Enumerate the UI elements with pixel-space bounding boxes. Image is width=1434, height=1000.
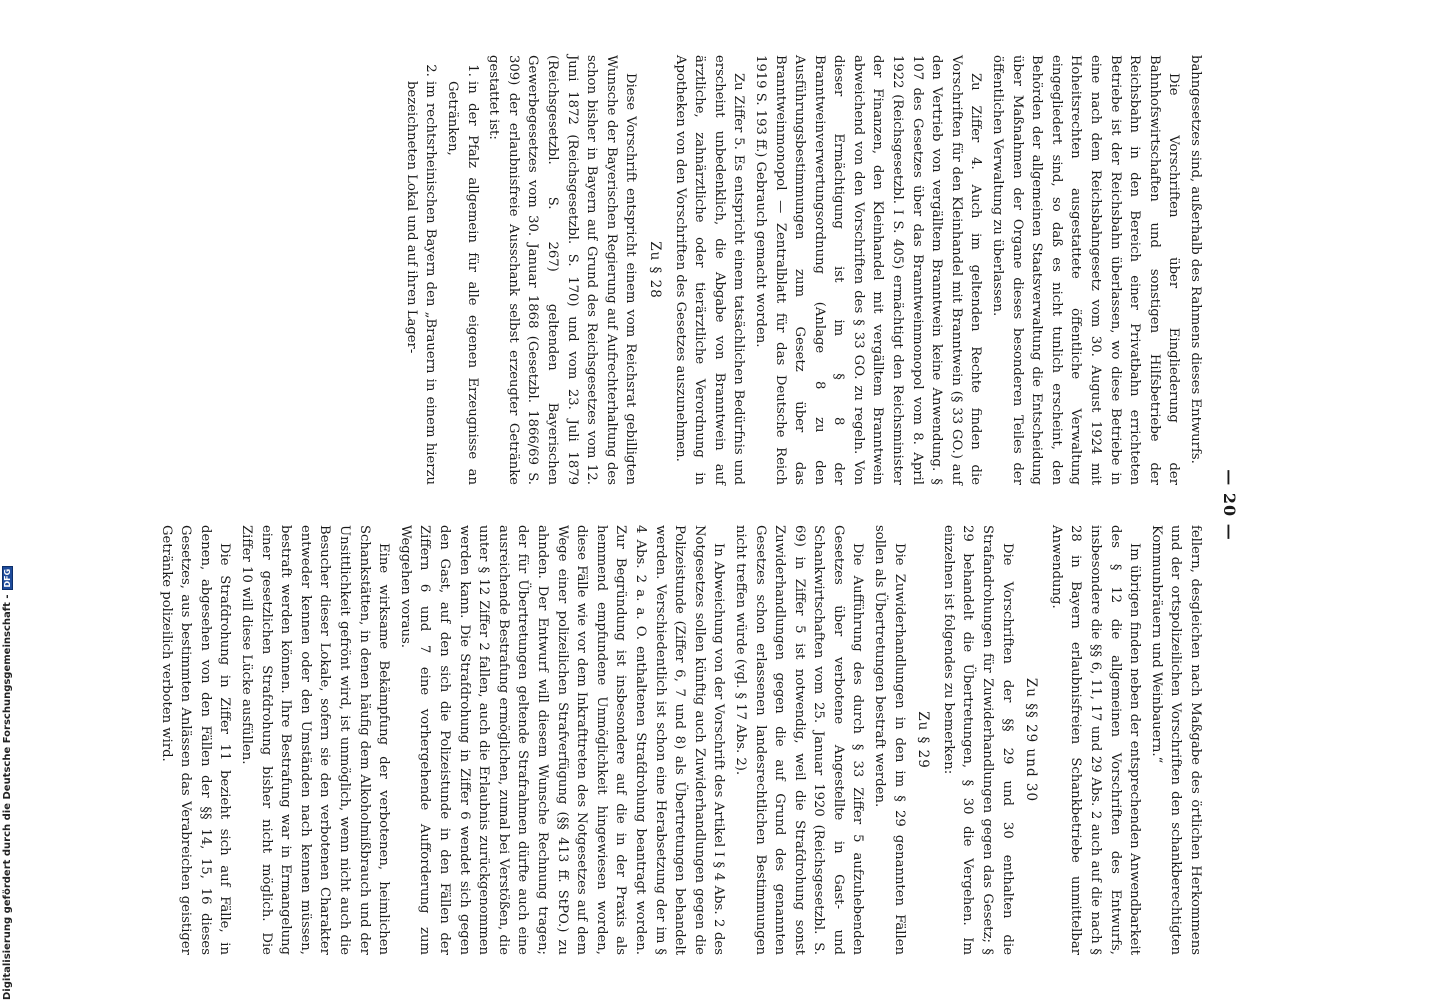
paragraph: Die Vorschriften über Eingliederung der Bahnhofswirtschaften und sonstigen Hilfsbetriebe der Reichsbahn in den Bereich einer Privatbahn errichteten Betriebe ist der Reichsbahn überlassen, wo diese Betriebe in eine nach dem Reichsbahngesetz vom 30. August 1924 mit Hoheitsrechten ausgestattete öffentliche Verwaltung eingegliedert sind, so daß es nicht tunlich erscheint, den Behörden der allgemeinen Staatsverwaltung die Entscheidung über Maßnahmen der Organe dieses besonderen Teiles der öffentlichen Verwaltung zu überlassen.	[990, 55, 1182, 485]
numbered-list	[401, 55, 481, 485]
paragraph: Im übrigen finden neben der entsprechenden Anwendbarkeit des § 12 die allgemeinen Vorschriften des Entwurfs, insbesondere die §§ 6, 11, 17 und 29 Abs. 2 auch auf die nach § 28 in Bayern erlaubnisfreien Schankbetriebe unmittelbar Anwendung.	[1048, 525, 1143, 955]
paragraph: Die Strafdrohung in Ziffer 11 bezieht sich auf Fälle, in denen, abgesehen von den Fällen der §§ 14, 15, 16 dieses Gesetzes, aus bestimmten Anlässen das Verabreichen geistiger Getränke polizeilich verboten wird.	[158, 525, 233, 955]
paragraph: Die Zuwiderhandlungen in den im § 29 genannten Fällen sollen als Übertretungen bestraft werden.	[872, 525, 907, 955]
section-heading: Zu §§ 29 und 30	[1023, 677, 1040, 803]
footer-text: Digitalisierung gefördert durch die Deutsche Forschungsgemeinschaft -	[2, 594, 13, 1000]
footer-text-wrapper	[2, 566, 13, 1000]
rotated-page	[55, 55, 1245, 955]
right-column	[154, 525, 1205, 955]
digitization-footer	[0, 0, 20, 1000]
paragraph: fellern, desgleichen nach Maßgabe des örtlichen Herkommens und der ortspolizeilichen Vorschriften den schankberechtigten Kommunbräuern und Weinbauern.“	[1148, 525, 1203, 955]
paragraph: Die Aufführung des durch § 33 Ziffer 5 aufzuhebenden Gesetzes über verbotene Angestellte in Gast- und Schankwirtschaften vom 25. Januar 1920 (Reichsgesetzbl. S. 69) in Ziffer 5 ist notwendig, weil die Strafdrohung sonst Zuwiderhandlungen gegen die auf Grund des genannten Gesetzes schon erlassenen landesrechtlichen Bestimmungen nicht treffen würde (vgl. § 17 Abs. 2).	[732, 525, 866, 955]
paragraph: Zu Ziffer 4. Auch im geltenden Rechte finden die Vorschriften für den Kleinhandel mit Branntwein (§ 33 GO.) auf den Vertrieb von vergälltem Branntwein keine Anwendung. § 107 des Gesetzes über das Branntweinmonopol vom 8. April 1922 (Reichsgesetzbl. I S. 405) ermächtigt den Reichsminister der Finanzen, den Kleinhandel mit vergälltem Branntwein abweichend von den Vorschriften des § 33 GO. zu regeln. Von dieser Ermächtigung ist im § 8 der Branntweinverwertungsordnung (Anlage 8 zu den Ausführungsbestimmungen zum Gesetz über das Branntweinmonopol — Zentralblatt für das Deutsche Reich 1919 S. 193 ff.) Gebrauch gemacht worden.	[752, 55, 984, 485]
paragraph: Diese Vorschrift entspricht einem vom Reichsrat gebilligten Wunsche der Bayerischen Regierung auf Aufrechterhaltung des schon bisher in Bayern auf Grund des Reichsgesetzes vom 12. Juni 1872 (Reichsgesetzbl. S. 170) und vom 23. Juli 1879 (Reichsgesetzbl. S. 267) geltenden Bayerischen Gewerbegesetzes vom 30. Januar 1868 (Gesetzbl. 1866/69 S. 309) der erlaubnisfreie Ausschank selbst erzeugter Getränke gestattet ist:	[486, 55, 639, 485]
section-heading: Zu § 28	[646, 241, 663, 299]
left-column	[399, 55, 1205, 485]
list-item: 1. in der Pfalz allgemein für alle eigenen Erzeugnisse an Getränken,	[442, 81, 481, 485]
paragraph: Eine wirksame Bekämpfung der verbotenen, heimlichen Schankstätten, in denen häufig dem Alkoholmißbrauch und der Unsittlichkeit gefrönt wird, ist unmöglich, wenn nicht auch die Besucher dieser Lokale, sofern sie den verbotenen Charakter entweder kennen oder den Umständen nach kennen müssen, bestraft werden können. Ihre Bestrafung war in Ermangelung einer gesetzlichen Strafdrohung bisher nicht möglich. Die Ziffer 10 will diese Lücke ausfüllen.	[239, 525, 392, 955]
page-number: — 20 —	[1220, 469, 1239, 541]
dfg-logo-icon: DFG	[2, 566, 13, 591]
list-item: 2. im rechtsrheinischen Bayern den „Brauern in einem hierzu bezeichneten Lokal und auf ihren Lager-	[401, 81, 440, 485]
paragraph: Die Vorschriften der §§ 29 und 30 enthalten die Strafandrohungen für Zuwiderhandlungen gegen das Gesetz; § 29 behandelt die Übertretungen, § 30 die Vergehen. Im einzelnen ist folgendes zu bemerken:	[940, 525, 1015, 955]
paragraph: bahngesetzes sind, außerhalb des Rahmens dieses Entwurfs.	[1188, 55, 1203, 464]
section-heading: Zu § 29	[915, 711, 932, 769]
paragraph: Zu Ziffer 5. Es entspricht einem tatsächlichen Bedürfnis und erscheint unbedenklich, die Abgabe von Branntwein auf ärztliche, zahnärztliche oder tierärztliche Verordnung in Apotheken von den Vorschriften des Gesetzes auszunehmen.	[672, 55, 747, 485]
paragraph: In Abweichung von der Vorschrift des Artikel I § 4 Abs. 2 des Notgesetzes sollen künftig auch Zuwiderhandlungen gegen die Polizeistunde (Ziffer 6, 7 und 8) als Übertretungen behandelt werden. Verschiedentlich ist schon eine Herabsetzung der im § 4 Abs. 2 a. a. O. enthaltenen Strafdrohung beantragt worden. Zur Begründung ist insbesondere auf die in der Praxis als hemmend empfundene Unmöglichkeit hingewiesen worden, diese Fälle wie vor dem Inkrafttreten des Notgesetzes auf dem Wege einer polizeilichen Strafverfügung (§§ 413 ff. StPO.) zu ahnden. Der Entwurf will diesem Wunsche Rechnung tragen; der für Übertretungen geltende Strafrahmen dürfte auch eine ausreichende Bestrafung ermöglichen, zumal bei Verstößen, die unter § 12 Ziffer 2 fallen, auch die Erlaubnis zurückgenommen werden kann. Die Strafdrohung in Ziffer 6 wendet sich gegen den Gast, auf den sich die Polizeistunde in den Fällen der Ziffern 6 und 7 eine vorhergehende Aufforderung zum Weggehen voraus.	[397, 525, 727, 955]
